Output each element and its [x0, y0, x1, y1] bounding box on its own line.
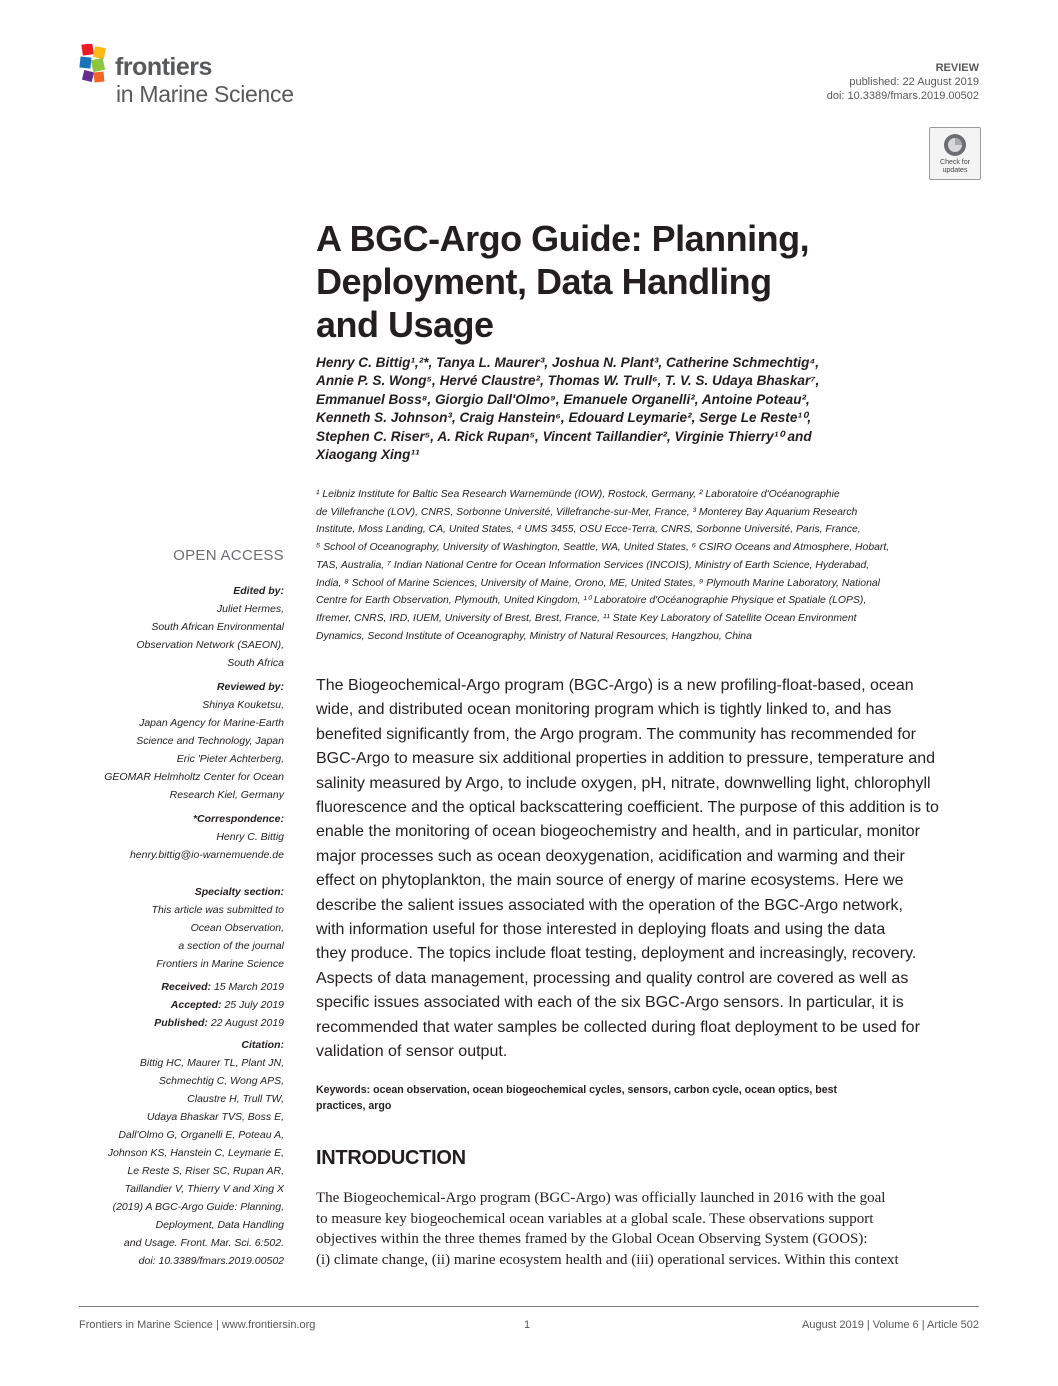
abstract-line: fluorescence and the optical backscattering coefficient. The purpose of this addition is to	[316, 799, 939, 817]
introduction-heading: INTRODUCTION	[316, 1147, 466, 1169]
editor-line: Juliet Hermes,	[216, 603, 284, 615]
abstract-line: enable the monitoring of ocean biogeochemistry and health, and in particular, monitor	[316, 823, 920, 841]
introduction-body	[316, 1188, 980, 1270]
reviewer-line: Eric 'Pieter Achterberg,	[176, 753, 284, 765]
specialty-label: Specialty section:	[194, 886, 284, 898]
article-type: REVIEW	[935, 62, 979, 74]
open-access-label: OPEN ACCESS	[173, 547, 284, 564]
abstract-line: The Biogeochemical-Argo program (BGC-Argo) is a new profiling-float-based, ocean	[316, 677, 914, 694]
abstract	[316, 674, 980, 1065]
affiliation-line: ¹ Leibniz Institute for Baltic Sea Research Warnemünde (IOW), Rostock, Germany, ² Laboratoire d'Océanographie	[316, 489, 840, 500]
citation-section	[40, 1036, 284, 1270]
reviewed-by-label: Reviewed by:	[216, 681, 284, 693]
citation-line: Dall'Olmo G, Organelli E, Poteau A,	[118, 1129, 284, 1141]
intro-line: objectives within the three themes framed by the Global Ocean Observing System (GOOS):	[316, 1231, 868, 1247]
affiliation-line: Dynamics, Second Institute of Oceanography, Ministry of Natural Resources, Hangzhou, China	[316, 630, 752, 642]
abstract-line: specific issues associated with each of the six BGC-Argo sensors. In particular, it is	[316, 994, 904, 1012]
author-list	[316, 354, 956, 464]
journal-logo-line1: frontiers	[115, 53, 212, 81]
journal-logo-line2: in Marine Science	[116, 81, 294, 107]
dates-section	[40, 978, 284, 1032]
affiliation-line: Institute, Moss Landing, CA, United States, ⁴ UMS 3455, OSU Ecce-Terra, CNRS, Sorbonne Université, Paris, France,	[316, 524, 861, 536]
specialty-line: Ocean Observation,	[190, 922, 284, 934]
footer-journal-link[interactable]: Frontiers in Marine Science | www.frontiersin.org	[79, 1319, 316, 1331]
intro-line: to measure key biogeochemical ocean variables at a global scale. These observations support	[316, 1210, 874, 1227]
check-updates-label: Check for updates	[940, 159, 970, 174]
footer-divider	[79, 1306, 979, 1307]
edited-by-label: Edited by:	[233, 585, 284, 597]
article-title	[316, 217, 876, 346]
citation-line: Schmechtig C, Wong APS,	[158, 1075, 284, 1087]
citation-label: Citation:	[241, 1039, 284, 1051]
citation-line: Le Reste S, Riser SC, Rupan AR,	[127, 1165, 284, 1177]
citation-line: (2019) A BGC-Argo Guide: Planning,	[112, 1201, 284, 1213]
affiliation-line: de Villefranche (LOV), CNRS, Sorbonne Université, Villefranche-sur-Mer, France, ³ Monterey Bay Aquarium Research	[316, 506, 858, 518]
reviewer-line: GEOMAR Helmholtz Center for Ocean	[104, 771, 284, 783]
citation-line: Udaya Bhaskar TVS, Boss E,	[146, 1111, 284, 1123]
correspondence-name: Henry C. Bittig	[216, 831, 284, 843]
correspondence-email[interactable]: henry.bittig@io-warnemuende.de	[129, 849, 284, 861]
author-line: Annie P. S. Wong⁵, Hervé Claustre², Thomas W. Trull⁶, T. V. S. Udaya Bhaskar⁷,	[316, 373, 820, 389]
accepted-value: 25 July 2019	[224, 999, 284, 1011]
author-line: Emmanuel Boss⁸, Giorgio Dall'Olmo⁹, Emanuele Organelli², Antoine Poteau²,	[316, 391, 810, 407]
abstract-line: with information useful for those interested in deploying floats and using the data	[316, 921, 886, 939]
editor-line: South Africa	[227, 657, 284, 669]
abstract-line: wide, and distributed ocean monitoring program which is tightly linked to, and has	[316, 701, 892, 719]
published-date-sidebar	[40, 1014, 284, 1032]
published-date: published: 22 August 2019	[849, 76, 979, 88]
citation-line: Deployment, Data Handling	[155, 1219, 284, 1231]
editor-line: South African Environmental	[151, 621, 284, 633]
received-date	[40, 978, 284, 996]
citation-line: Bittig HC, Maurer TL, Plant JN,	[139, 1057, 284, 1069]
abstract-line: major processes such as ocean deoxygenation, acidification and warming and their	[316, 847, 905, 865]
author-line: Stephen C. Riser⁵, A. Rick Rupan⁵, Vincent Taillandier², Virginie Thierry¹⁰ and	[316, 428, 812, 444]
intro-line: The Biogeochemical-Argo program (BGC-Argo) was officially launched in 2016 with the goal	[316, 1190, 886, 1206]
citation-line: Johnson KS, Hanstein C, Leymarie E,	[107, 1147, 284, 1159]
affiliation-line: ⁵ School of Oceanography, University of Washington, Seattle, WA, United States, ⁶ CSIRO Oceans and Atmosphere, Hobart,	[316, 542, 890, 554]
check-for-updates-button[interactable]	[929, 127, 981, 180]
title-line: A BGC-Argo Guide: Planning,	[316, 218, 810, 259]
page-number: 1	[524, 1319, 531, 1331]
affiliation-line: TAS, Australia, ⁷ Indian National Centre for Ocean Information Services (INCOIS), Ministry of Earth Science, Hyderabad,	[316, 559, 870, 571]
correspondence-label: *Correspondence:	[192, 813, 284, 825]
citation-line[interactable]: doi: 10.3389/fmars.2019.00502	[138, 1255, 284, 1267]
accepted-label: Accepted:	[170, 999, 222, 1011]
correspondence-section	[40, 810, 284, 864]
citation-line: Taillandier V, Thierry V and Xing X	[124, 1183, 284, 1195]
keywords-line: practices, argo	[316, 1100, 392, 1112]
received-label: Received:	[161, 981, 212, 993]
abstract-line: they produce. The topics include float testing, deployment and increasingly, recovery.	[316, 945, 917, 963]
footer-issue-info: August 2019 | Volume 6 | Article 502	[802, 1319, 979, 1331]
title-line: and Usage	[316, 304, 494, 345]
reviewer-line: Research Kiel, Germany	[169, 789, 284, 801]
citation-line: and Usage. Front. Mar. Sci. 6:502.	[123, 1237, 284, 1249]
abstract-line: Aspects of data management, processing and quality control are covered as well as	[316, 969, 909, 987]
author-line: Xiaogang Xing¹¹	[316, 447, 420, 463]
abstract-line: BGC-Argo to measure six additional properties in addition to pressure, temperature and	[316, 750, 935, 768]
specialty-line: This article was submitted to	[151, 904, 284, 916]
title-line: Deployment, Data Handling	[316, 261, 772, 302]
abstract-line: describe the salient issues associated with the operation of the BGC-Argo network,	[316, 896, 903, 914]
frontiers-logo-icon	[78, 44, 112, 84]
affiliations	[316, 486, 972, 645]
author-line: Kenneth S. Johnson³, Craig Hanstein⁶, Edouard Leymarie², Serge Le Reste¹⁰,	[316, 410, 812, 426]
abstract-line: validation of sensor output.	[316, 1043, 508, 1061]
received-value: 15 March 2019	[213, 981, 284, 993]
specialty-section	[40, 883, 284, 973]
reviewed-by-section	[40, 678, 284, 804]
affiliation-line: India, ⁸ School of Marine Sciences, University of Maine, Orono, ME, United States, ⁹ Plymouth Marine Laboratory, National	[316, 577, 880, 589]
edited-by-section	[40, 582, 284, 672]
published-label: Published:	[154, 1017, 208, 1029]
keywords	[316, 1082, 980, 1114]
author-line: Henry C. Bittig¹,²*, Tanya L. Maurer³, Joshua N. Plant³, Catherine Schmechtig⁴,	[316, 355, 820, 370]
check-updates-icon	[943, 133, 967, 157]
abstract-line: benefited significantly from, the Argo program. The community has recommended for	[316, 725, 916, 743]
abstract-line: salinity measured by Argo, to include oxygen, pH, nitrate, downwelling light, chlorophyll	[316, 774, 931, 792]
abstract-line: recommended that water samples be collected during float deployment to be used for	[316, 1018, 920, 1036]
specialty-line: a section of the journal	[178, 940, 284, 952]
keywords-line: ocean observation, ocean biogeochemical cycles, sensors, carbon cycle, ocean optics, best	[373, 1084, 838, 1096]
reviewer-line: Japan Agency for Marine-Earth	[139, 717, 284, 729]
accepted-date	[40, 996, 284, 1014]
affiliation-line: Ifremer, CNRS, IRD, IUEM, University of Brest, Brest, France, ¹¹ State Key Laboratory of Satellite Ocean Environment	[316, 612, 857, 624]
affiliation-line: Centre for Earth Observation, Plymouth, United Kingdom, ¹⁰ Laboratoire d'Océanographie Physique et Spatiale (LOPS),	[316, 595, 867, 607]
published-value: 22 August 2019	[210, 1017, 284, 1029]
reviewer-line: Shinya Kouketsu,	[202, 699, 284, 711]
specialty-line: Frontiers in Marine Science	[156, 958, 284, 970]
abstract-line: effect on phytoplankton, the main source of energy of marine ecosystems. Here we	[316, 872, 904, 890]
keywords-label: Keywords:	[316, 1084, 371, 1096]
citation-line: Claustre H, Trull TW,	[187, 1093, 284, 1105]
reviewer-line: Science and Technology, Japan	[136, 735, 284, 747]
intro-line: (i) climate change, (ii) marine ecosystem health and (iii) operational services. Within this context	[316, 1251, 899, 1268]
doi[interactable]: doi: 10.3389/fmars.2019.00502	[826, 90, 979, 102]
editor-line: Observation Network (SAEON),	[136, 639, 284, 651]
